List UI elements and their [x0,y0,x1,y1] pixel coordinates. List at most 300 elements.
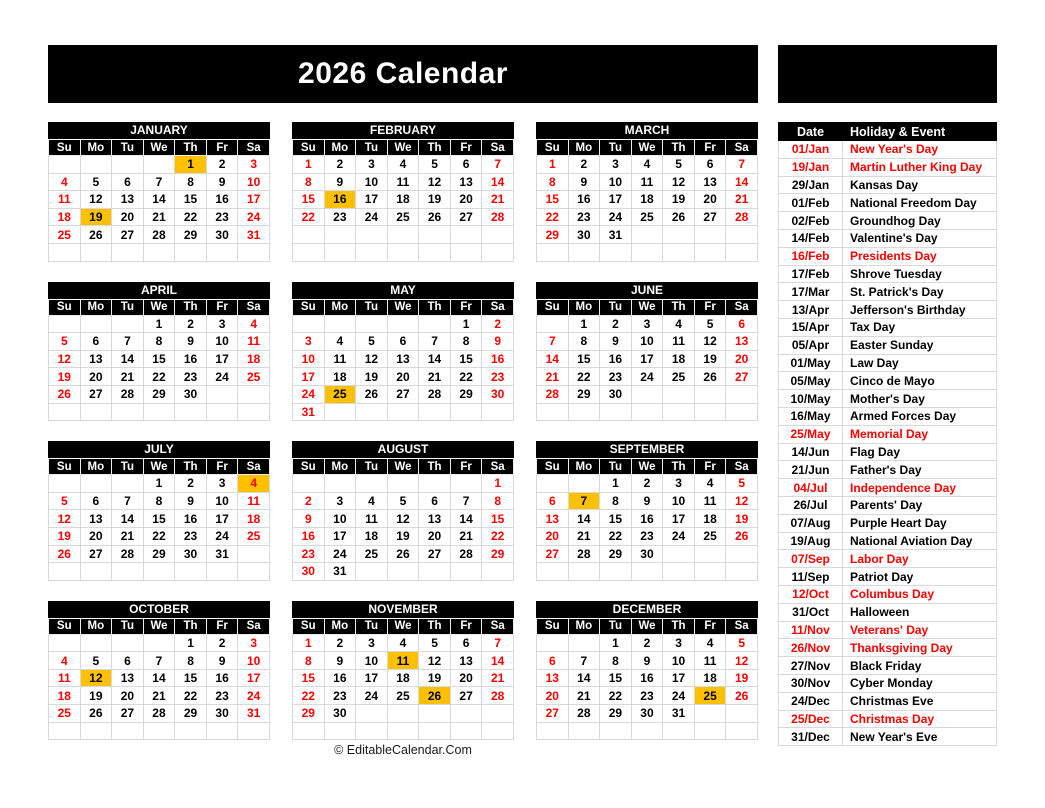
empty-cell [49,403,81,421]
week-row [293,687,514,705]
holiday-row [779,194,997,212]
date-cell: 10 [206,492,238,510]
day-header-th: Th [175,459,207,475]
week-row [49,315,270,333]
date-cell: 23 [293,545,325,563]
holiday-row [779,443,997,461]
holiday-event: Kansas Day [843,176,997,194]
date-cell: 3 [324,492,356,510]
date-cell: 22 [600,527,632,545]
date-cell: 7 [143,173,175,191]
date-cell: 16 [175,350,207,368]
empty-cell [293,243,325,261]
empty-cell [537,315,569,333]
holiday-row [779,247,997,265]
holiday-table [778,122,997,746]
date-cell: 12 [49,350,81,368]
day-header-we: We [631,140,663,156]
holiday-row [779,532,997,550]
date-cell: 5 [49,492,81,510]
date-cell: 30 [175,385,207,403]
date-cell: 26 [80,705,112,723]
day-header-su: Su [293,459,325,475]
date-cell: 19 [387,527,419,545]
holiday-event: Jefferson's Birthday [843,301,997,319]
date-cell: 7 [419,333,451,351]
header-right-box [778,45,997,103]
date-cell: 15 [175,191,207,209]
date-cell: 4 [387,156,419,174]
date-cell: 10 [238,652,270,670]
day-header-mo: Mo [80,299,112,315]
date-cell: 8 [143,492,175,510]
day-header-th: Th [419,299,451,315]
date-cell: 23 [175,527,207,545]
date-cell: 4 [694,634,726,652]
holiday-event: Armed Forces Day [843,407,997,425]
date-cell: 13 [419,510,451,528]
empty-cell [419,403,451,421]
page-title: 2026 Calendar [298,57,508,90]
date-cell: 17 [324,527,356,545]
date-cell: 24 [293,385,325,403]
date-cell: 19 [49,368,81,386]
date-cell: 19 [419,669,451,687]
empty-cell [600,403,632,421]
week-row [49,527,270,545]
date-cell: 8 [600,652,632,670]
week-row [293,475,514,493]
day-header-tu: Tu [356,459,388,475]
date-cell: 7 [568,652,600,670]
date-cell: 25 [49,226,81,244]
empty-cell [450,563,482,581]
day-header-su: Su [49,459,81,475]
week-row [49,208,270,226]
date-cell: 15 [450,350,482,368]
date-cell: 1 [293,634,325,652]
date-cell: 16 [324,669,356,687]
week-row [537,545,758,563]
date-cell: 5 [356,333,388,351]
date-cell: 29 [600,545,632,563]
date-cell: 28 [112,545,144,563]
date-cell: 29 [175,705,207,723]
week-row [293,705,514,723]
week-row [49,545,270,563]
empty-cell [482,705,514,723]
day-header-tu: Tu [600,618,632,634]
date-cell: 13 [80,350,112,368]
date-cell: 21 [112,368,144,386]
date-cell: 23 [175,368,207,386]
empty-cell [143,403,175,421]
date-cell: 15 [600,510,632,528]
week-row [293,545,514,563]
month-title: SEPTEMBER [536,441,758,458]
date-cell: 13 [387,350,419,368]
date-cell: 2 [324,634,356,652]
date-cell-highlighted: 19 [80,208,112,226]
date-cell: 16 [175,510,207,528]
date-cell: 12 [49,510,81,528]
day-header-fr: Fr [694,140,726,156]
week-row [293,243,514,261]
empty-cell [143,156,175,174]
empty-cell [238,545,270,563]
day-header-row [293,299,514,315]
date-cell: 28 [568,545,600,563]
holiday-date: 01/Feb [779,194,843,212]
day-header-we: We [143,459,175,475]
date-cell: 21 [726,191,758,209]
day-header-th: Th [175,618,207,634]
date-cell: 10 [238,173,270,191]
empty-cell [356,243,388,261]
day-header-fr: Fr [450,618,482,634]
date-cell-highlighted: 16 [324,191,356,209]
date-cell: 30 [631,705,663,723]
date-cell: 2 [324,156,356,174]
empty-cell [537,563,569,581]
holiday-row [779,283,997,301]
day-header-we: We [387,299,419,315]
date-cell: 18 [49,687,81,705]
empty-cell [356,226,388,244]
empty-cell [387,705,419,723]
week-row [537,243,758,261]
date-cell: 18 [324,368,356,386]
empty-cell [356,705,388,723]
date-cell: 27 [537,545,569,563]
date-cell: 23 [631,687,663,705]
month-may [292,282,514,422]
date-cell: 31 [324,563,356,581]
date-cell: 5 [726,634,758,652]
date-cell: 3 [631,315,663,333]
holiday-row [779,621,997,639]
date-cell: 3 [356,634,388,652]
day-header-sa: Sa [726,140,758,156]
date-cell: 23 [568,208,600,226]
date-cell: 11 [49,669,81,687]
date-cell: 16 [482,350,514,368]
day-header-row [49,299,270,315]
date-cell: 26 [726,687,758,705]
empty-cell [175,563,207,581]
holiday-date: 16/May [779,407,843,425]
week-row [293,527,514,545]
week-row [293,333,514,351]
date-cell: 31 [600,226,632,244]
date-cell: 1 [537,156,569,174]
empty-cell [49,315,81,333]
date-cell: 15 [293,191,325,209]
holiday-event: Halloween [843,603,997,621]
empty-cell [387,243,419,261]
empty-cell [387,475,419,493]
date-cell: 22 [600,687,632,705]
empty-cell [450,475,482,493]
date-cell: 9 [631,652,663,670]
empty-cell [80,243,112,261]
date-cell: 22 [175,208,207,226]
date-cell: 19 [49,527,81,545]
empty-cell [419,722,451,740]
day-header-we: We [631,459,663,475]
week-row [537,156,758,174]
date-cell: 24 [206,527,238,545]
day-header-sa: Sa [238,618,270,634]
date-cell: 24 [206,368,238,386]
day-header-mo: Mo [80,140,112,156]
day-header-we: We [143,618,175,634]
date-cell: 13 [537,510,569,528]
day-header-th: Th [663,299,695,315]
date-cell: 24 [663,687,695,705]
date-cell: 28 [143,226,175,244]
week-row [49,385,270,403]
date-cell: 22 [537,208,569,226]
date-cell: 27 [112,226,144,244]
day-header-su: Su [49,299,81,315]
day-header-fr: Fr [694,618,726,634]
week-row [49,333,270,351]
empty-cell [568,634,600,652]
day-header-we: We [387,459,419,475]
week-row [537,333,758,351]
empty-cell [112,634,144,652]
date-cell: 5 [49,333,81,351]
day-header-row [537,140,758,156]
empty-cell [663,385,695,403]
holiday-row [779,407,997,425]
holiday-event: Black Friday [843,657,997,675]
date-cell: 6 [112,652,144,670]
week-row [293,173,514,191]
date-cell: 15 [143,350,175,368]
week-row [293,492,514,510]
empty-cell [112,475,144,493]
date-cell: 29 [600,705,632,723]
date-cell: 18 [387,669,419,687]
date-cell: 19 [726,669,758,687]
empty-cell [694,705,726,723]
week-row [49,510,270,528]
title-banner [48,45,758,103]
date-cell: 29 [568,385,600,403]
empty-cell [726,563,758,581]
week-row [537,226,758,244]
holiday-row [779,176,997,194]
date-cell: 27 [80,545,112,563]
holiday-event: Flag Day [843,443,997,461]
holiday-event: Presidents Day [843,247,997,265]
holiday-event: Christmas Eve [843,692,997,710]
date-cell: 28 [726,208,758,226]
month-october [48,601,270,741]
holiday-date: 16/Feb [779,247,843,265]
week-row [293,652,514,670]
week-row [49,350,270,368]
empty-cell [631,403,663,421]
holiday-event: Christmas Day [843,710,997,728]
date-cell: 8 [450,333,482,351]
empty-cell [663,243,695,261]
day-header-fr: Fr [206,459,238,475]
date-cell: 20 [537,527,569,545]
date-cell: 29 [482,545,514,563]
date-cell: 22 [143,527,175,545]
week-row [293,385,514,403]
date-cell: 3 [293,333,325,351]
date-cell: 16 [293,527,325,545]
day-header-su: Su [293,140,325,156]
day-header-tu: Tu [600,140,632,156]
date-cell: 21 [143,687,175,705]
date-cell: 11 [663,333,695,351]
empty-cell [387,226,419,244]
empty-cell [663,563,695,581]
month-title: NOVEMBER [292,601,514,618]
date-cell: 13 [112,669,144,687]
date-cell: 8 [482,492,514,510]
date-cell: 5 [726,475,758,493]
date-cell: 13 [726,333,758,351]
date-cell: 9 [175,333,207,351]
date-cell: 27 [112,705,144,723]
date-cell: 8 [568,333,600,351]
empty-cell [482,563,514,581]
holiday-event: Veterans' Day [843,621,997,639]
date-cell: 18 [49,208,81,226]
holiday-event: Mother's Day [843,390,997,408]
empty-cell [356,563,388,581]
date-cell: 3 [238,634,270,652]
date-cell: 12 [419,173,451,191]
date-cell: 20 [450,669,482,687]
empty-cell [80,315,112,333]
empty-cell [49,722,81,740]
week-row [293,350,514,368]
date-cell: 13 [112,191,144,209]
date-cell: 2 [175,315,207,333]
month-title: FEBRUARY [292,122,514,139]
day-header-su: Su [293,299,325,315]
date-cell-highlighted: 25 [694,687,726,705]
month-august [292,441,514,581]
week-row [293,510,514,528]
day-header-th: Th [419,140,451,156]
date-cell: 25 [387,687,419,705]
date-cell: 16 [631,510,663,528]
date-cell: 6 [694,156,726,174]
date-cell: 24 [324,545,356,563]
empty-cell [419,315,451,333]
date-cell: 23 [206,208,238,226]
date-cell: 1 [600,634,632,652]
empty-cell [293,315,325,333]
week-row [49,634,270,652]
week-row [293,368,514,386]
empty-cell [143,722,175,740]
empty-cell [175,243,207,261]
holiday-event: New Year's Eve [843,728,997,746]
month-july [48,441,270,581]
date-cell: 12 [694,333,726,351]
empty-cell [293,722,325,740]
date-cell: 24 [356,208,388,226]
day-header-th: Th [175,299,207,315]
holiday-date: 02/Feb [779,212,843,230]
date-cell: 25 [238,368,270,386]
day-header-th: Th [663,140,695,156]
date-cell: 12 [726,652,758,670]
empty-cell [726,243,758,261]
day-header-sa: Sa [238,299,270,315]
date-cell: 27 [694,208,726,226]
empty-cell [143,634,175,652]
empty-cell [387,315,419,333]
holiday-date: 04/Jul [779,479,843,497]
date-cell: 10 [356,173,388,191]
holiday-row [779,265,997,283]
holiday-event: Shrove Tuesday [843,265,997,283]
date-cell: 9 [324,173,356,191]
holiday-row [779,674,997,692]
empty-cell [80,722,112,740]
holiday-date: 31/Oct [779,603,843,621]
empty-cell [206,243,238,261]
empty-cell [450,705,482,723]
date-cell: 2 [631,475,663,493]
holiday-date: 14/Feb [779,229,843,247]
month-april [48,282,270,422]
date-cell: 17 [238,669,270,687]
day-header-tu: Tu [356,140,388,156]
holiday-event: St. Patrick's Day [843,283,997,301]
holiday-row [779,692,997,710]
date-cell: 29 [175,226,207,244]
holiday-event: Independence Day [843,479,997,497]
date-cell-highlighted: 26 [419,687,451,705]
week-row [293,722,514,740]
date-cell: 21 [112,527,144,545]
date-cell: 13 [80,510,112,528]
day-header-mo: Mo [324,618,356,634]
date-cell: 20 [419,527,451,545]
empty-cell [726,385,758,403]
date-cell: 9 [568,173,600,191]
holiday-date: 30/Nov [779,674,843,692]
day-header-tu: Tu [356,299,388,315]
empty-cell [324,315,356,333]
date-cell: 24 [238,687,270,705]
empty-cell [419,705,451,723]
month-december [536,601,758,741]
date-cell: 3 [206,315,238,333]
month-september [536,441,758,581]
date-cell: 29 [143,385,175,403]
date-cell-highlighted: 4 [238,475,270,493]
date-cell: 21 [450,527,482,545]
empty-cell [112,403,144,421]
date-cell: 31 [293,403,325,421]
date-cell: 27 [537,705,569,723]
empty-cell [356,475,388,493]
holiday-row [779,710,997,728]
empty-cell [143,563,175,581]
